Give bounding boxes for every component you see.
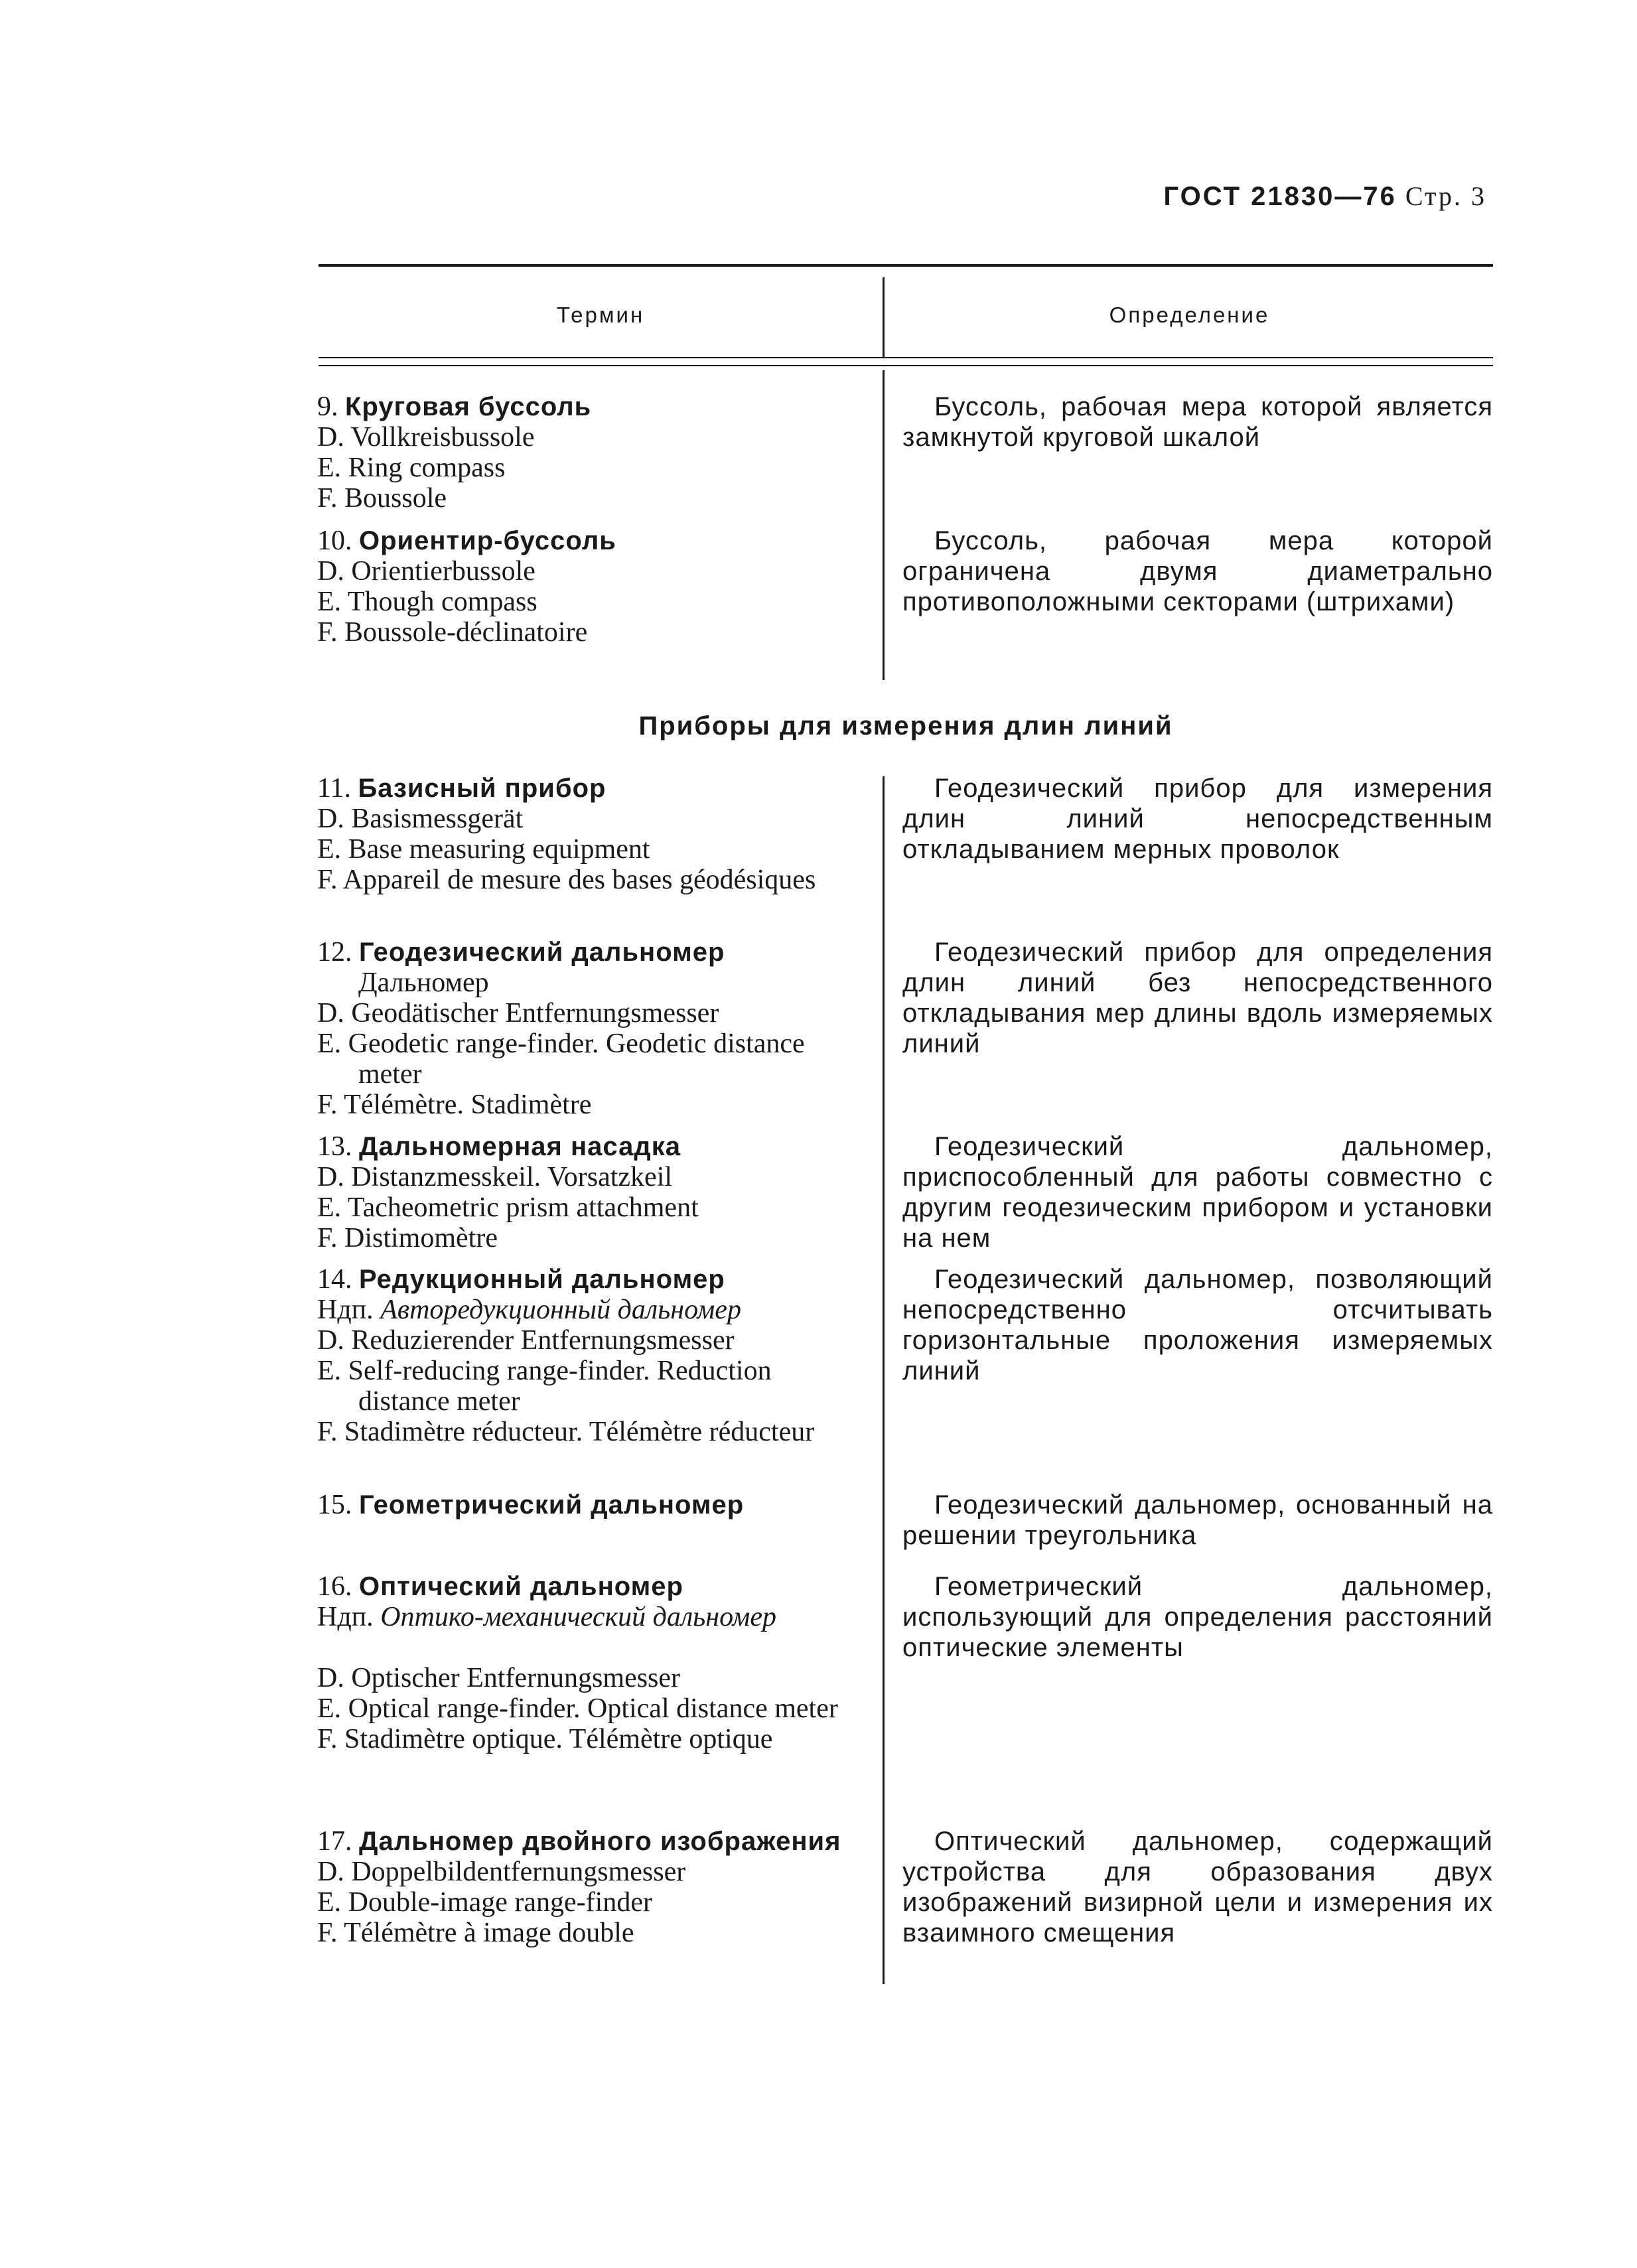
term-column: 10. Ориентир-буссоль D. Orientierbussole E. Though compass F. Boussole-déclinatoire	[317, 526, 861, 648]
term-column: 15. Геометрический дальномер	[317, 1490, 745, 1520]
term-translation: F. Boussole-déclinatoire	[317, 617, 588, 648]
term-definition: Геодезический дальномер, позволяющий непосредственно отсчитывать горизонтальные проложения измеряемых линий	[902, 1265, 1493, 1385]
column-header-definition: Определение	[1109, 303, 1270, 327]
term-translation: D. Vollkreisbussole	[317, 422, 535, 453]
term-title: Геодезический дальномер	[359, 938, 725, 967]
term-translation: F. Boussole	[317, 483, 447, 514]
term-definition: Буссоль, рабочая мера которой является замкнутой круговой шкалой	[902, 392, 1493, 452]
term-definition: Оптический дальномер, содержащий устройства для образования двух изображений визирной цели и измерения их взаимного смещения	[902, 1827, 1493, 1948]
header-double-rule-upper	[319, 357, 1493, 358]
term-title: Геометрический дальномер	[359, 1490, 745, 1520]
term-title: Дальномерная насадка	[359, 1132, 681, 1161]
term-column: 9. Круговая буссоль D. Vollkreisbussole E. Ring compass F. Boussole	[317, 391, 861, 514]
term-definition: Буссоль, рабочая мера которой ограничена двумя диаметрально противоположными секторами (штрихами)	[902, 526, 1493, 616]
term-column: 16. Оптический дальномер Ндп. Оптико-механический дальномер D. Optischer Entfernungsmesser E. Optical range-finder. Optical distance meter F. Stadimètre optique. Télémètre optique	[317, 1571, 861, 1754]
term-translation: E. Optical range-finder. Optical distance meter	[317, 1693, 838, 1724]
term-column: 14. Редукционный дальномер Ндп. Авторедукционный дальномер D. Reduzierender Entfernungsmesser E. Self-reducing range-finder. Reduction distance meter F. Stadimètre réducteur. Télémètre réducteur	[317, 1264, 861, 1447]
term-translation: D. Basismessgerät	[317, 804, 524, 834]
column-divider-lower	[883, 776, 885, 1984]
term-title: Круговая буссоль	[345, 392, 592, 421]
column-divider-upper	[883, 370, 885, 680]
term-translation: E. Though compass	[317, 587, 537, 617]
term-translation: D. Distanzmesskeil. Vorsatzkeil	[317, 1162, 673, 1192]
term-column: 12. Геодезический дальномер Дальномер D. Geodätischer Entfernungsmesser E. Geodetic range-finder. Geodetic distance meter F. Télémètre. Stadimètre	[317, 937, 861, 1120]
term-definition: Геодезический прибор для измерения длин линий непосредственным откладыванием мерных проволок	[902, 774, 1493, 864]
term-translation: F. Télémètre à image double	[317, 1918, 634, 1948]
term-translation: E. Tacheometric prism attachment	[317, 1192, 699, 1223]
term-synonym: Дальномер	[358, 967, 489, 998]
term-translation: D. Orientierbussole	[317, 556, 535, 587]
column-header-term: Термин	[556, 303, 645, 327]
term-not-allowed: Ндп. Авторедукционный дальномер	[317, 1295, 741, 1325]
term-definition: Геодезический прибор для определения длин линий без непосредственного откладывания мер длины вдоль измеряемых линий	[902, 938, 1493, 1058]
term-definition: Геодезический дальномер, приспособленный для работы совместно с другим геодезическим прибором и установки на нем	[902, 1132, 1493, 1253]
term-translation: E. Geodetic range-finder. Geodetic distance meter	[317, 1028, 805, 1090]
term-translation: F. Télémètre. Stadimètre	[317, 1090, 592, 1120]
standard-number: ГОСТ 21830—76	[1163, 182, 1397, 211]
term-column: 17. Дальномер двойного изображения D. Doppelbildentfernungsmesser E. Double-image range-finder F. Télémètre à image double	[317, 1826, 861, 1948]
term-title: Оптический дальномер	[359, 1572, 683, 1601]
term-translation: D. Doppelbildentfernungsmesser	[317, 1857, 686, 1887]
term-title: Дальномер двойного изображения	[359, 1827, 841, 1856]
term-title: Ориентир-буссоль	[359, 526, 616, 555]
term-translation: E. Base measuring equipment	[317, 834, 650, 865]
term-translation: E. Self-reducing range-finder. Reduction distance meter	[317, 1356, 772, 1417]
term-translation: F. Distimomètre	[317, 1223, 498, 1253]
term-title: Редукционный дальномер	[359, 1265, 725, 1294]
term-translation: D. Reduzierender Entfernungsmesser	[317, 1325, 735, 1356]
column-divider-header	[883, 277, 885, 358]
term-translation: F. Stadimètre optique. Télémètre optique	[317, 1724, 773, 1754]
top-rule	[319, 264, 1493, 267]
section-title: Приборы для измерения длин линий	[638, 711, 1173, 741]
term-definition: Геодезический дальномер, основанный на решении треугольника	[902, 1490, 1493, 1550]
page-number: Стр. 3	[1405, 181, 1486, 211]
term-translation: F. Stadimètre réducteur. Télémètre réducteur	[317, 1417, 815, 1447]
term-column: 13. Дальномерная насадка D. Distanzmesskeil. Vorsatzkeil E. Tacheometric prism attachment F. Distimomètre	[317, 1131, 861, 1253]
term-not-allowed: Ндп. Оптико-механический дальномер	[317, 1602, 776, 1632]
page-header	[1128, 180, 1486, 212]
term-title: Базисный прибор	[358, 774, 606, 803]
term-column: 11. Базисный прибор D. Basismessgerät E. Base measuring equipment F. Appareil de mesure des bases géodésiques	[317, 773, 861, 895]
term-translation: F. Appareil de mesure des bases géodésiques	[317, 865, 816, 895]
term-translation: E. Ring compass	[317, 453, 506, 483]
term-translation: D. Optischer Entfernungsmesser	[317, 1663, 681, 1693]
term-definition: Геометрический дальномер, использующий для определения расстояний оптические элементы	[902, 1572, 1493, 1662]
term-translation: D. Geodätischer Entfernungsmesser	[317, 998, 719, 1028]
term-translation: E. Double-image range-finder	[317, 1887, 652, 1918]
header-double-rule-lower	[319, 365, 1493, 366]
